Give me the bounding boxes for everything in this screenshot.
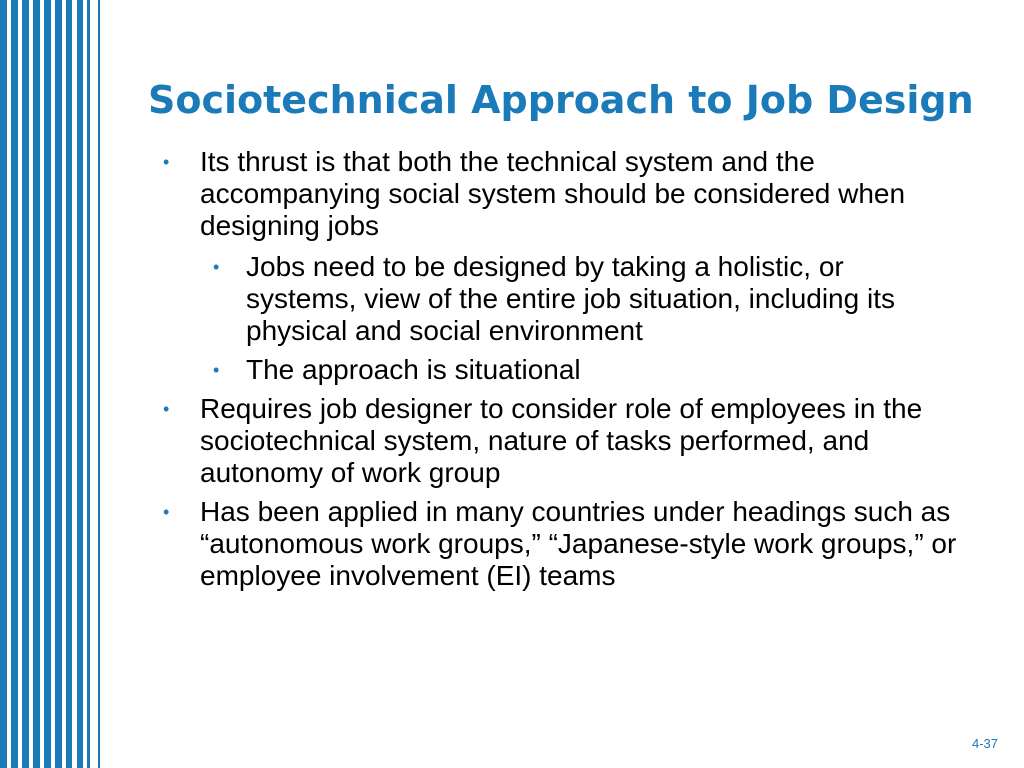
bullet-item bbox=[160, 393, 960, 489]
stripe bbox=[0, 0, 7, 768]
stripe bbox=[77, 0, 83, 768]
bullet-icon: • bbox=[163, 399, 170, 419]
bullet-item bbox=[160, 496, 960, 592]
bullet-icon: • bbox=[163, 502, 170, 522]
stripe bbox=[98, 0, 100, 768]
bullet-icon: • bbox=[163, 152, 170, 172]
sub-bullet-item bbox=[200, 251, 960, 347]
sub-bullet-list bbox=[200, 251, 960, 386]
bullet-text: Its thrust is that both the technical system and the accompanying social system should be considered when designing jobs bbox=[200, 146, 906, 241]
slide-title: Sociotechnical Approach to Job Design bbox=[148, 78, 974, 122]
bullet-icon: • bbox=[213, 360, 220, 380]
bullet-text: Has been applied in many countries under headings such as “autonomous work groups,” “Japanese-style work groups,” or employee involvement (EI) teams bbox=[200, 496, 957, 591]
stripe bbox=[87, 0, 90, 768]
bullet-text: Requires job designer to consider role of employees in the sociotechnical system, nature of tasks performed, and autonomy of work group bbox=[200, 393, 923, 488]
bullet-item bbox=[160, 146, 960, 386]
stripe bbox=[44, 0, 51, 768]
stripe bbox=[33, 0, 40, 768]
bullet-icon: • bbox=[213, 257, 220, 277]
sub-bullet-text: The approach is situational bbox=[246, 354, 581, 385]
stripe bbox=[22, 0, 29, 768]
sub-bullet-text: Jobs need to be designed by taking a holistic, or systems, view of the entire job situation, including its physical and social environment bbox=[246, 251, 895, 346]
page-number: 4-37 bbox=[971, 736, 998, 751]
stripe bbox=[11, 0, 18, 768]
stripe bbox=[66, 0, 72, 768]
sub-bullet-item bbox=[200, 354, 960, 386]
stripe bbox=[55, 0, 62, 768]
bullet-list bbox=[160, 146, 960, 599]
